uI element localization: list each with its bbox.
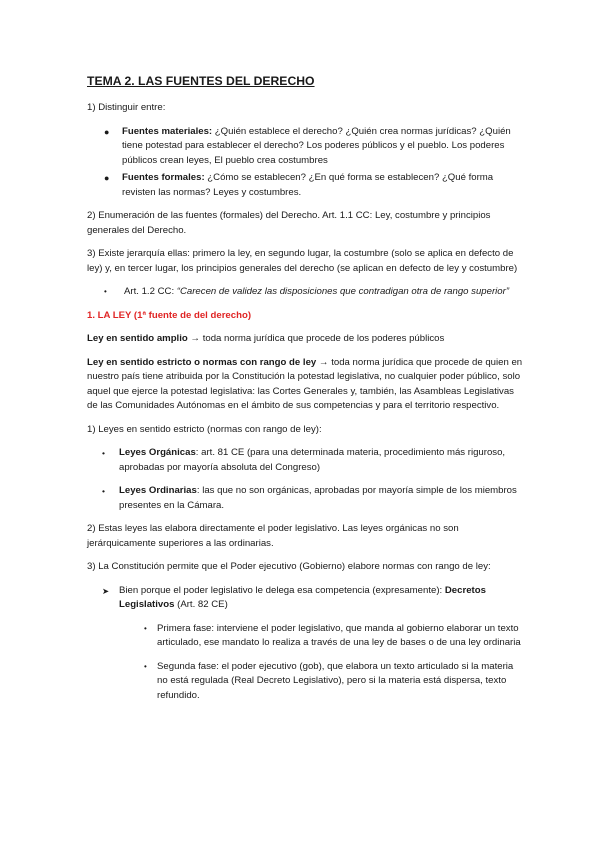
ley-sentido-amplio (87, 332, 523, 347)
question-2: 2) Enumeración de las fuentes (formales) del Derecho. Art. 1.1 CC: Ley, costumbre y principios generales del Derecho. (87, 210, 491, 236)
list-item-fuentes-formales (87, 171, 523, 200)
term-text: toda norma jurídica que procede de quien en nuestro país tiene atribuida por la Constitución la potestad legislativa, no cualquier poder público, solo aquel que ejerce la potestad legislativa: las Cortes Generales y, también, las Asambleas Legislativas de las Comunidades Autónomas en el ámbito de sus competencias y para el territorio respectivo. (87, 356, 523, 411)
ley-sentido-estricto (87, 356, 523, 414)
item-suffix: (Art. 82 CE) (174, 599, 228, 610)
term-label: Leyes Ordinarias (119, 485, 197, 496)
arrow-bullet-icon: ➤ (102, 585, 110, 596)
term-text: toda norma jurídica que procede de los poderes públicos (202, 333, 445, 344)
term-text: ¿Quién establece el derecho? ¿Quién crea normas jurídicas? ¿Quién tiene potestad para establecer el derecho? Los poderes públicos y el pueblo. Los poderes públicos crean leyes, El pueblo crea costumbres (122, 125, 511, 166)
leyes-point-2: 2) Estas leyes las elabora directamente el poder legislativo. Las leyes orgánicas no son jerárquicamente superiores a las ordinarias. (87, 523, 459, 549)
leyes-point-3: 3) La Constitución permite que el Poder ejecutivo (Gobierno) elabore normas con rango de ley: (87, 561, 491, 572)
term-label: Decretos Legislativos (119, 584, 486, 610)
bullet-icon: • (102, 486, 105, 496)
bullet-icon: • (144, 661, 147, 671)
term-label: Ley en sentido amplio (87, 333, 188, 344)
leyes-point-1: 1) Leyes en sentido estricto (normas con rango de ley): (87, 423, 322, 435)
list-item-leyes-ordinarias (87, 484, 523, 513)
list-item-art-1-2 (87, 285, 523, 300)
bullet-icon: ● (104, 173, 110, 183)
bullet-icon: ● (104, 126, 110, 137)
item-text: Primera fase: interviene el poder legislativo, que manda al gobierno elaborar un texto articulado, ese mandato lo realiza a través de una ley de bases o de una ley ordinaria (157, 622, 521, 648)
page-title: TEMA 2. LAS FUENTES DEL DERECHO (87, 74, 315, 88)
list-item-leyes-organicas (87, 446, 523, 475)
question-3: 3) Existe jerarquía ellas: primero la ley, en segundo lugar, la costumbre (solo se aplica en defecto de ley) y, en tercer lugar, los principios generales del derecho (se aplican en defecto de ley y costumbre) (87, 248, 518, 274)
term-text: : las que no son orgánicas, aprobadas por mayoría simple de los miembros presentes en la Cámara. (119, 485, 517, 511)
list-item-decretos-legislativos (87, 584, 523, 613)
item-text: Bien porque el poder legislativo le delega esa competencia (expresamente): (119, 584, 445, 596)
list-item-primera-fase (87, 622, 523, 651)
term-text: ¿Cómo se establecen? ¿En qué forma se establecen? ¿Qué forma revisten las normas? Leyes y costumbres. (122, 172, 494, 198)
term-label: Fuentes formales: (122, 172, 205, 183)
item-text: Segunda fase: el poder ejecutivo (gob), que elabora un texto articulado si la materia no está regulada (Real Decreto Legislativo), pero si la materia está dispersa, texto refundido. (157, 660, 514, 701)
term-text: : art. 81 CE (para una determinada materia, procedimiento más riguroso, aprobadas por mayoría absoluta del Congreso) (119, 447, 506, 473)
bullet-icon: • (104, 287, 107, 296)
list-item-fuentes-materiales (87, 125, 523, 169)
section-heading: 1. LA LEY (1ª fuente de del derecho) (87, 309, 252, 321)
arrow-icon: → (187, 333, 203, 344)
bullet-icon: • (102, 448, 105, 458)
arrow-icon: → (316, 356, 332, 368)
list-item-segunda-fase (87, 660, 523, 704)
term-label: Leyes Orgánicas (119, 447, 196, 458)
term-label: Fuentes materiales: (122, 125, 213, 137)
article-prefix: Art. 1.2 CC: (124, 286, 177, 297)
question-1: 1) Distinguir entre: (87, 102, 166, 113)
term-label: Ley en sentido estricto o normas con rango de ley (87, 356, 317, 368)
bullet-icon: • (144, 623, 147, 633)
article-quote: “Carecen de validez las disposiciones que contradigan otra de rango superior” (176, 286, 510, 297)
